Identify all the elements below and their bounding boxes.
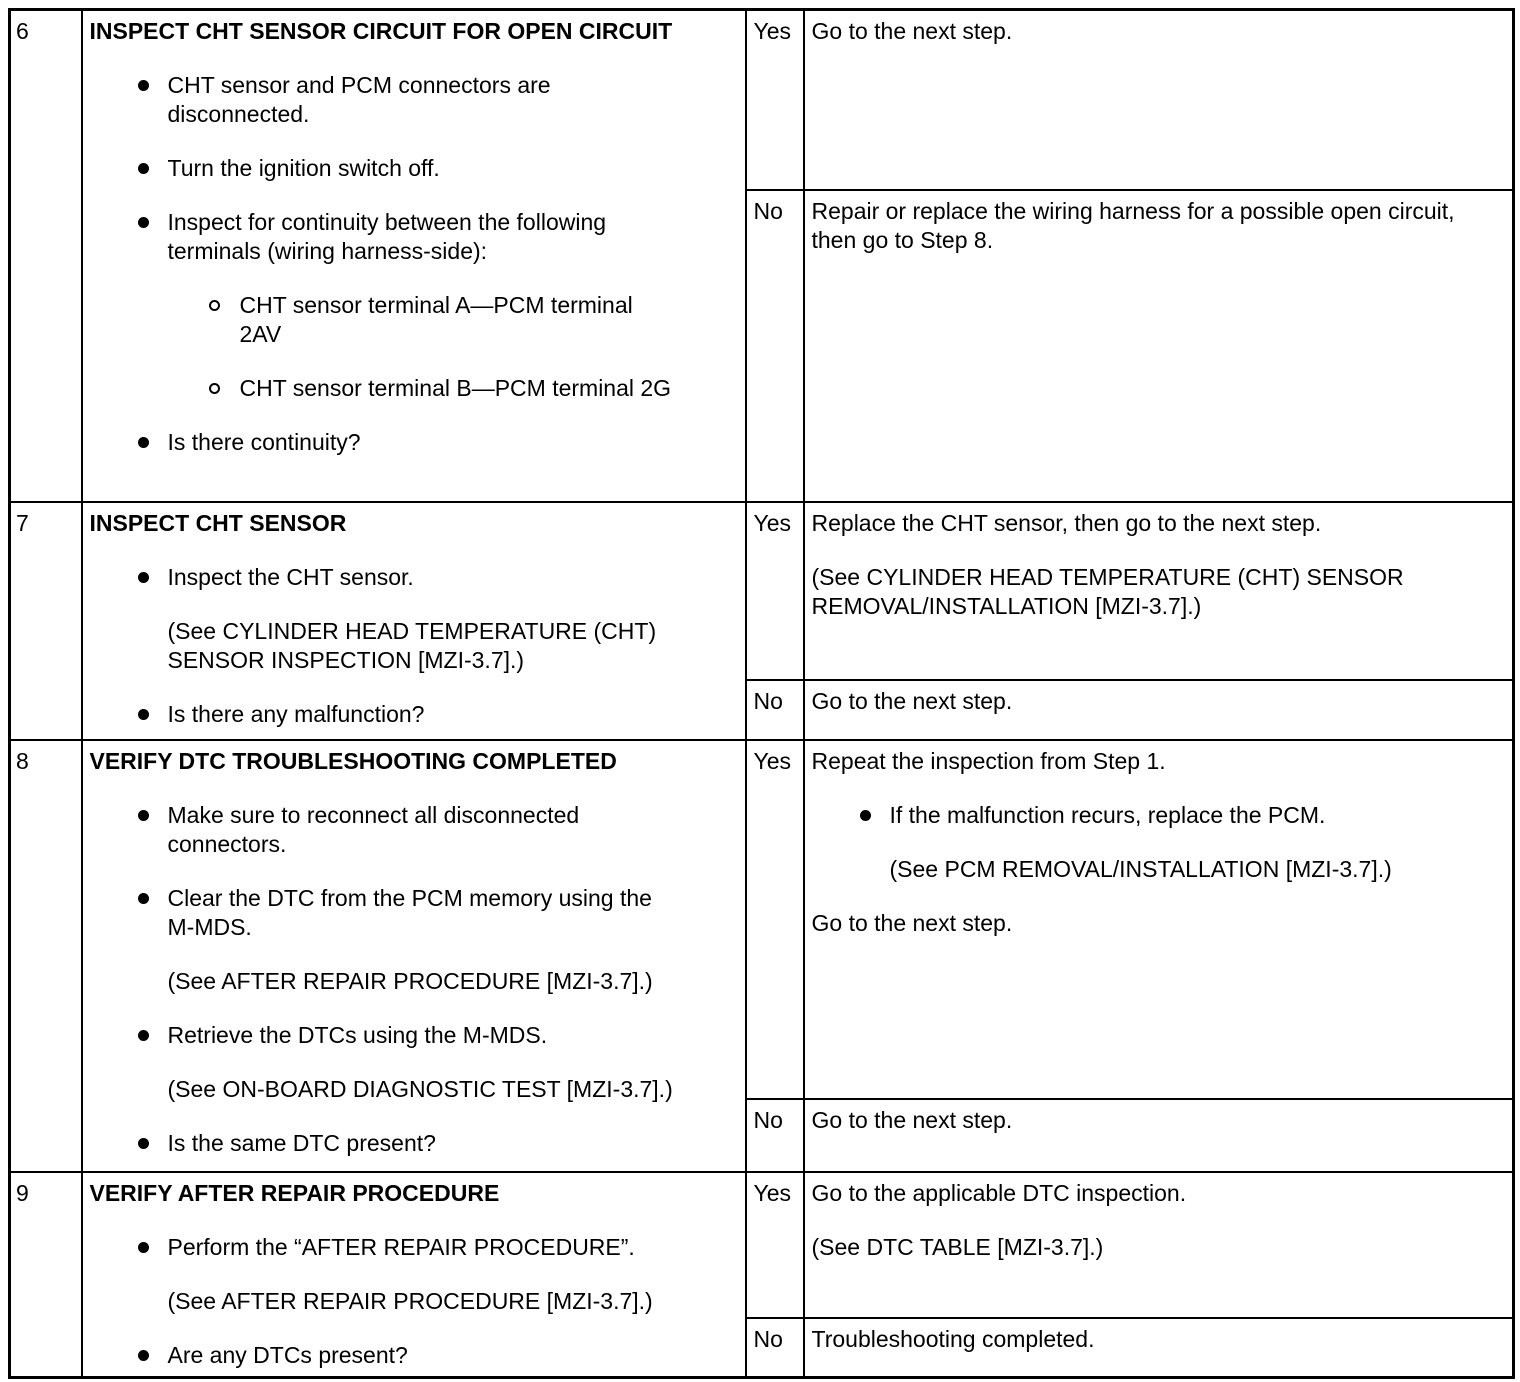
bullet-icon <box>138 1350 149 1361</box>
step-number: 6 <box>10 10 82 502</box>
yes-label: Yes <box>746 740 804 1099</box>
inspection-cell <box>82 502 746 740</box>
yes-action-cell <box>804 1172 1514 1318</box>
action-text: Go to the applicable DTC inspection. <box>811 1179 1187 1206</box>
bullet-icon <box>138 163 149 174</box>
see-reference <box>90 1075 737 1104</box>
list-item <box>812 801 1505 830</box>
inspection-cell <box>82 10 746 502</box>
inspection-title: VERIFY AFTER REPAIR PROCEDURE <box>89 1179 500 1206</box>
reference-text: (See ON-BOARD DIAGNOSTIC TEST [MZI-3.7].) <box>167 1075 673 1102</box>
reference-text: (See AFTER REPAIR PROCEDURE [MZI-3.7].) <box>167 967 653 994</box>
bullet-icon <box>860 810 871 821</box>
list-item-text: Is there continuity? <box>167 429 361 455</box>
bullet-icon <box>138 437 149 448</box>
list-item-text: CHT sensor terminal A—PCM terminal 2AV <box>239 292 633 347</box>
bullet-icon <box>138 709 149 720</box>
circle-bullet-icon <box>209 300 220 311</box>
no-label: No <box>746 1099 804 1172</box>
bullet-icon <box>138 1030 149 1041</box>
no-action-cell <box>804 190 1514 502</box>
yes-action-cell <box>804 10 1514 190</box>
list-item <box>90 154 737 183</box>
no-label: No <box>746 1318 804 1377</box>
list-item-text: Is there any malfunction? <box>167 700 425 727</box>
step-number: 9 <box>10 1172 82 1378</box>
inspection-title: INSPECT CHT SENSOR <box>89 509 347 536</box>
list-item-text: Turn the ignition switch off. <box>167 155 440 181</box>
list-item-text: CHT sensor and PCM connectors are disconnected. <box>167 72 551 127</box>
list-item <box>90 884 737 942</box>
action-text: Troubleshooting completed. <box>811 1325 1095 1352</box>
see-reference: (See CYLINDER HEAD TEMPERATURE (CHT) SENSOR REMOVAL/INSTALLATION [MZI-3.7].) <box>811 563 1404 619</box>
bullet-icon <box>138 810 149 821</box>
circle-bullet-icon <box>209 383 220 394</box>
sub-list-item <box>90 374 737 403</box>
bullet-icon <box>138 80 149 91</box>
list-item <box>90 1021 737 1050</box>
list-item <box>90 801 737 859</box>
see-reference <box>90 967 737 996</box>
reference-text: (See PCM REMOVAL/INSTALLATION [MZI-3.7].) <box>889 855 1392 882</box>
list-item <box>90 700 737 729</box>
list-item-text: If the malfunction recurs, replace the PCM. <box>889 801 1326 828</box>
see-reference: (See DTC TABLE [MZI-3.7].) <box>811 1233 1104 1260</box>
list-item <box>90 208 737 266</box>
inspection-cell <box>82 740 746 1172</box>
no-label: No <box>746 190 804 502</box>
no-action-cell <box>804 680 1514 740</box>
list-item <box>90 71 737 129</box>
list-item-text: Inspect the CHT sensor. <box>167 563 414 590</box>
inspection-cell <box>82 1172 746 1378</box>
table-row-step8-yes <box>10 740 1514 1099</box>
list-item-text: Inspect for continuity between the following terminals (wiring harness-side): <box>167 209 607 264</box>
action-text: Repeat the inspection from Step 1. <box>811 747 1166 774</box>
yes-action-cell <box>804 502 1514 680</box>
inspection-title: VERIFY DTC TROUBLESHOOTING COMPLETED <box>89 747 617 774</box>
list-item <box>90 1129 737 1158</box>
list-item-text: Are any DTCs present? <box>167 1341 408 1368</box>
yes-action-cell <box>804 740 1514 1099</box>
step-number: 7 <box>10 502 82 740</box>
yes-label: Yes <box>746 10 804 190</box>
action-text: Go to the next step. <box>811 18 1013 44</box>
bullet-icon <box>138 217 149 228</box>
sub-list-item <box>90 291 737 349</box>
action-text: Go to the next step. <box>811 687 1013 714</box>
list-item-text: Retrieve the DTCs using the M-MDS. <box>167 1021 548 1048</box>
list-item-text: Perform the “AFTER REPAIR PROCEDURE”. <box>167 1233 635 1260</box>
troubleshooting-table <box>8 8 1515 1379</box>
see-reference <box>90 617 737 675</box>
table-row-step7-yes <box>10 502 1514 680</box>
table-row-step9-yes <box>10 1172 1514 1318</box>
see-reference <box>90 1287 737 1316</box>
bullet-icon <box>138 572 149 583</box>
yes-label: Yes <box>746 502 804 680</box>
bullet-icon <box>138 1242 149 1253</box>
list-item <box>90 428 737 457</box>
table-row-step6-yes <box>10 10 1514 190</box>
list-item <box>90 1233 737 1262</box>
bullet-icon <box>138 1138 149 1149</box>
action-text: Go to the next step. <box>811 1106 1013 1133</box>
no-action-cell <box>804 1099 1514 1172</box>
yes-label: Yes <box>746 1172 804 1318</box>
list-item-text: Is the same DTC present? <box>167 1129 436 1156</box>
no-action-cell <box>804 1318 1514 1377</box>
inspection-title: INSPECT CHT SENSOR CIRCUIT FOR OPEN CIRCUIT <box>89 18 673 44</box>
action-text: Replace the CHT sensor, then go to the next step. <box>811 509 1322 536</box>
list-item <box>90 1341 737 1370</box>
no-label: No <box>746 680 804 740</box>
reference-text: (See CYLINDER HEAD TEMPERATURE (CHT) SENSOR INSPECTION [MZI-3.7].) <box>167 617 657 673</box>
step-number: 8 <box>10 740 82 1172</box>
list-item-text: CHT sensor terminal B—PCM terminal 2G <box>239 375 672 401</box>
bullet-icon <box>138 893 149 904</box>
action-text: Go to the next step. <box>811 909 1013 936</box>
list-item-text: Make sure to reconnect all disconnected connectors. <box>167 801 580 857</box>
reference-text: (See AFTER REPAIR PROCEDURE [MZI-3.7].) <box>167 1287 653 1314</box>
see-reference <box>812 855 1505 884</box>
action-text: Repair or replace the wiring harness for a possible open circuit, then go to Step 8. <box>811 197 1455 253</box>
list-item <box>90 563 737 592</box>
list-item-text: Clear the DTC from the PCM memory using the M-MDS. <box>167 884 652 940</box>
